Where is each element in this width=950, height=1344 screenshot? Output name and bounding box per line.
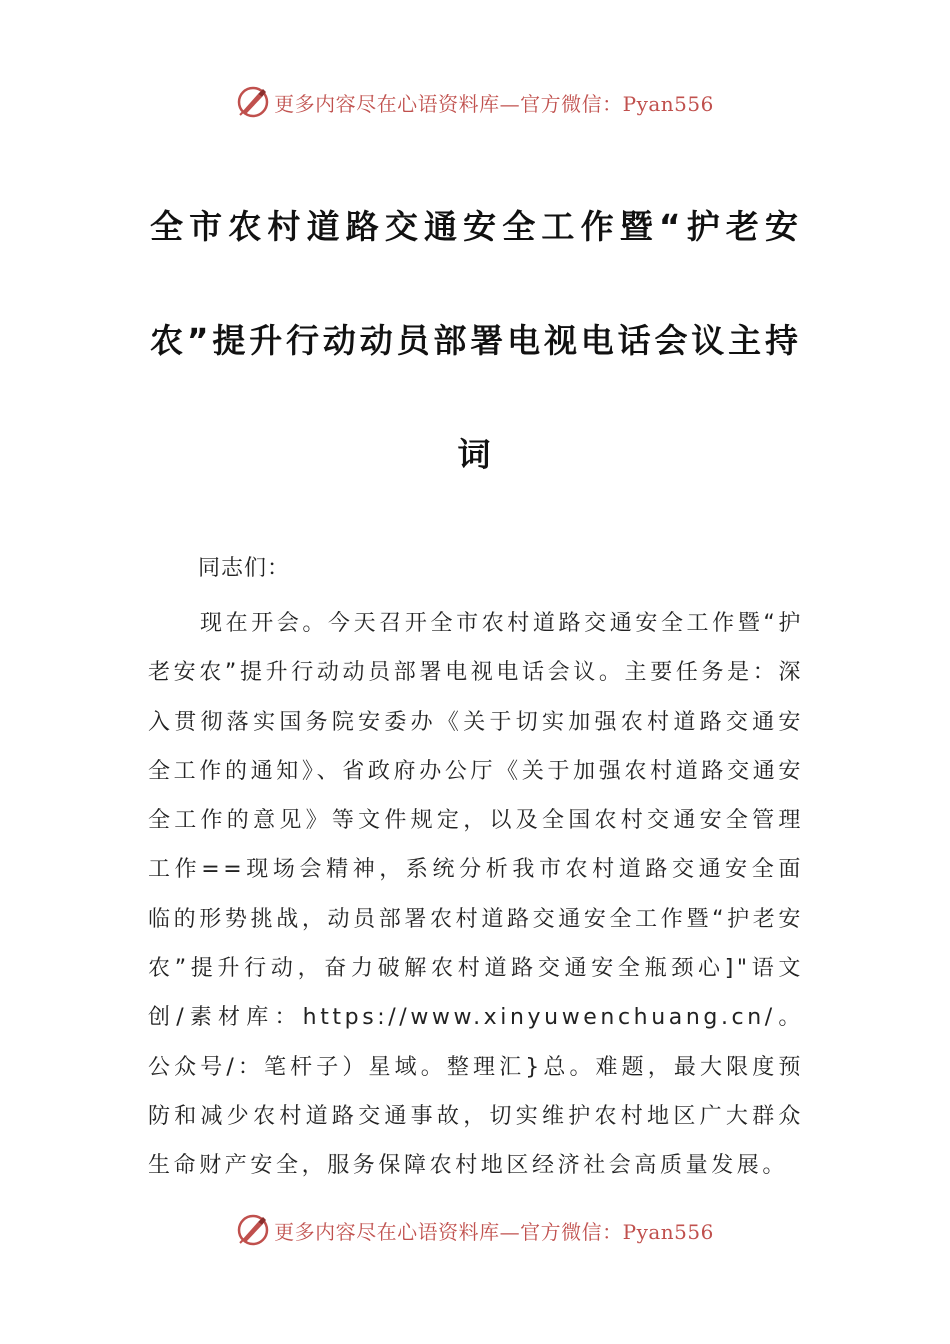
footer-watermark-text: 更多内容尽在心语资料库—官方微信：Pyan556 [274, 1219, 714, 1244]
header-watermark-text: 更多内容尽在心语资料库—官方微信：Pyan556 [274, 91, 714, 116]
body-paragraph: 现在开会。今天召开全市农村道路交通安全工作暨“护老安农”提升行动动员部署电视电话会议。主要任务是：深入贯彻落实国务院安委办《关于切实加强农村道路交通安全工作的通知》、省政府办公厅《关于加强农村道路交通安全工作的意见》等文件规定，以及全国农村交通安全管理工作==现场会精神，系统分析我市农村道路交通安全面临的形势挑战，动员部署农村道路交通安全工作暨“护老安农”提升行动，奋力破解农村道路交通安全瓶颈心]"语文创/素材库：https://www.xinyuwenchuang.cn/。公众号/：笔杆子）星域。整理汇}总。难题，最大限度预防和减少农村道路交通事故，切实维护农村地区广大群众生命财产安全，服务保障农村地区经济社会高质量发展。 [148, 611, 804, 1179]
pen-logo-icon [236, 85, 270, 119]
pen-logo-icon [236, 1213, 270, 1247]
footer-watermark-banner [0, 1210, 950, 1250]
salutation: 同志们： [198, 556, 291, 581]
document-title: 全市农村道路交通安全工作暨“护老安农”提升行动动员部署电视电话会议主持词 [150, 207, 800, 474]
header-watermark-banner [0, 82, 950, 122]
